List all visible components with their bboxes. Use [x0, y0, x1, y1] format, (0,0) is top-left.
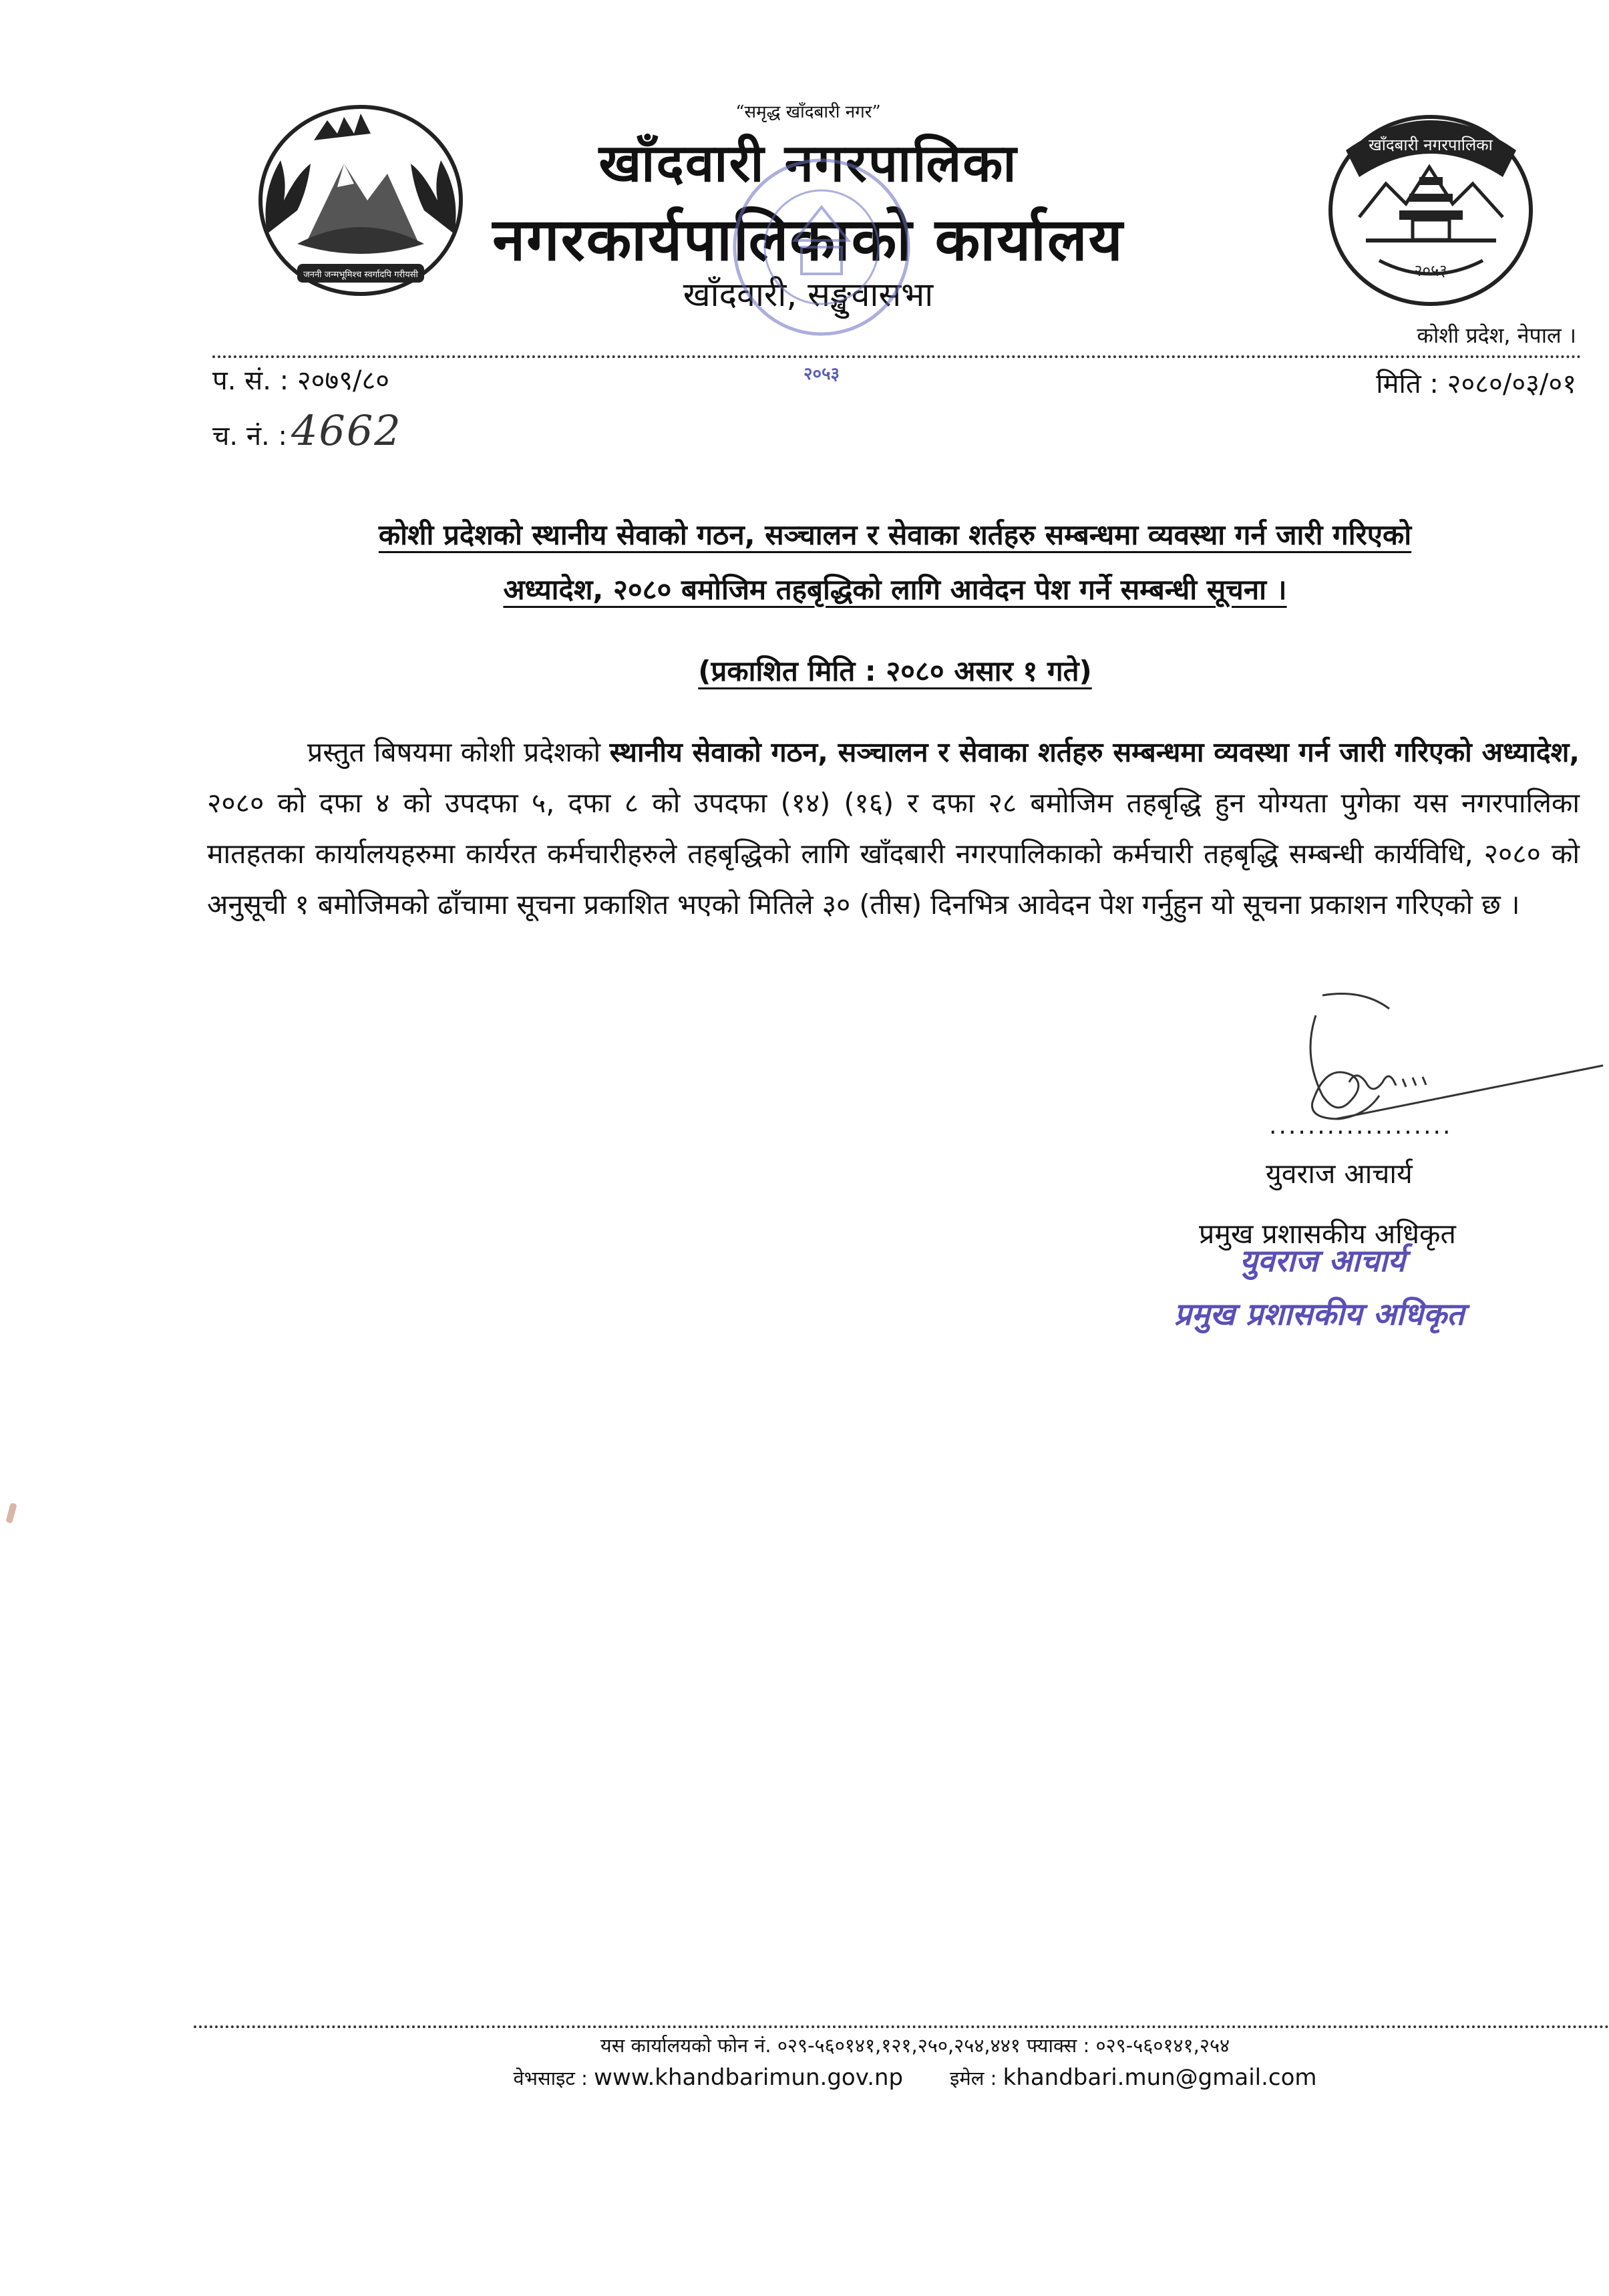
date-value: २०८०/०३/०१ [1447, 369, 1576, 399]
email-link[interactable]: khandbari.mun@gmail.com [1003, 2064, 1317, 2091]
signer-name: युवराज आचार्य [1266, 1158, 1413, 1190]
svg-text:खाँदबारी नगरपालिका: खाँदबारी नगरपालिका [1369, 136, 1493, 154]
website-link[interactable]: www.khandbarimun.gov.np [594, 2064, 904, 2091]
svg-text:जननी जन्मभूमिश्च स्वर्गादपि गर: जननी जन्मभूमिश्च स्वर्गादपि गरीयसी [303, 270, 418, 280]
document-date [1229, 364, 1576, 401]
office-stamp-icon [721, 147, 922, 347]
header-divider [212, 355, 1582, 358]
paper-mark [5, 1502, 17, 1524]
subject-line-1: कोशी प्रदेशको स्थानीय सेवाको गठन, सञ्चालन र सेवाका शर्तहरु सम्बन्धमा व्यवस्था गर्न जारी गरिएको [378, 518, 1412, 551]
website-label: वेभसाइट : [513, 2067, 594, 2090]
email-label: इमेल : [950, 2067, 1003, 2090]
dispatch-value: 4662 [291, 406, 402, 455]
signature-line: ................... [1269, 1112, 1453, 1140]
office-name: नगरकार्यपालिकाको कार्यालय [492, 205, 1124, 274]
logo-year: २०५३ [1414, 261, 1447, 280]
footer-divider [194, 2025, 1609, 2028]
stamp-year: २०५३ [803, 364, 840, 384]
reference-value: २०७९/८० [297, 365, 390, 396]
footer-contacts [347, 2064, 1483, 2091]
date-label: मिति : [1376, 369, 1447, 399]
slogan: “समृद्ध खाँदबारी नगर” [735, 102, 881, 122]
published-date: (प्रकाशित मिति : २०८० असार १ गते) [698, 655, 1092, 687]
municipality-name: खाँदवारी नगरपालिका [598, 134, 1018, 194]
footer-phone: यस कार्यालयको फोन नं. ०२९-५६०१४१,१२१,२५०,२५४,४४१ फ्याक्स : ०२९-५६०१४१,२५४ [600, 2034, 1230, 2057]
stamp-signer-title: प्रमुख प्रशासकीय अधिकृत [1174, 1296, 1465, 1332]
notice-subject [227, 508, 1563, 617]
stamp-signer-name: युवराज आचार्य [1240, 1243, 1405, 1279]
body-text-bold: स्थानीय सेवाको गठन, सञ्चालन र सेवाका शर्तहरु सम्बन्धमा व्यवस्था गर्न जारी गरिएको अध्यादेश, [609, 736, 1580, 768]
province-label: कोशी प्रदेश, नेपाल । [1417, 323, 1576, 348]
signer-title: प्रमुख प्रशासकीय अधिकृत [1199, 1218, 1456, 1250]
body-text-rest: २०८० को दफा ४ को उपदफा ५, दफा ८ को उपदफा (१४) (१६) र दफा २८ बमोजिम तहबृद्धि हुन योग्यता पुगेका यस नगरपालिका मातहतका कार्यालयहरुमा कार्यरत कर्मचारीहरुले तहबृद्धिको लागि खाँदबारी नगरपालिकाको कर्मचारी तहबृद्धि सम्बन्धी कार्यविधि, २०८० को अनुसूची १ बमोजिमको ढाँचामा सूचना प्रकाशित भएको मितिले ३० (तीस) दिनभित्र आवेदन पेश गर्नुहुन यो सूचना प्रकाशन गरिएको छ । [207, 787, 1580, 921]
municipality-logo-icon [1319, 104, 1543, 311]
handwritten-signature-icon [1269, 989, 1609, 1176]
subject-line-2: अध्यादेश, २०८० बमोजिम तहबृद्धिको लागि आवेदन पेश गर्ने सम्बन्धी सूचना । [503, 573, 1287, 606]
dispatch-label: च. नं. : [212, 421, 287, 452]
reference-number [212, 361, 389, 397]
office-address: खाँदवारी, सङ्खुवासभा [683, 275, 934, 314]
notice-body [207, 727, 1580, 930]
dispatch-number [212, 406, 402, 455]
body-text-start: प्रस्तुत बिषयमा कोशी प्रदेशको [307, 736, 610, 768]
reference-label: प. सं. : [212, 365, 297, 396]
